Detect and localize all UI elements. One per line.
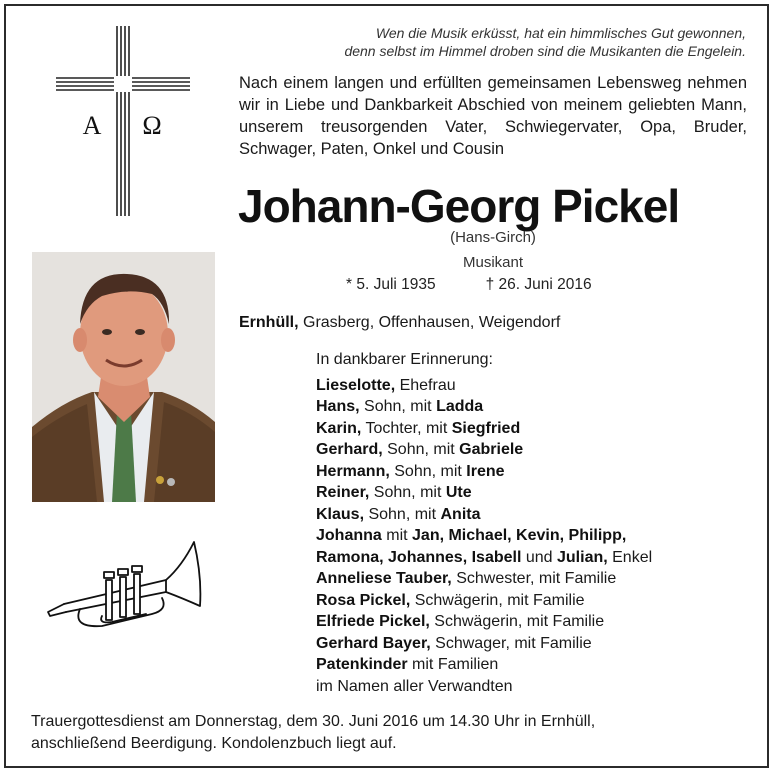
family-row [316, 676, 652, 698]
service-line-1: Trauergottesdienst am Donnerstag, dem 30. Juni 2016 um 14.30 Uhr in Ernhüll, [31, 713, 596, 730]
family-partner: Irene [466, 462, 505, 480]
family-partner: Gabriele [459, 441, 524, 458]
family-row [316, 396, 652, 418]
family-row [316, 504, 652, 526]
location-others: Grasberg, Offenhausen, Weigendorf [298, 314, 561, 331]
family-name: Karin, [316, 419, 362, 437]
family-name: Klaus, [316, 505, 365, 523]
obituary-notice [4, 4, 769, 768]
birth-date: * 5. Juli 1935 [346, 276, 436, 293]
family-row [316, 375, 652, 397]
family-relation: Schwester, mit Familie [451, 570, 617, 587]
family-row [316, 418, 652, 440]
family-name: Gerhard, [316, 441, 383, 458]
family-row [316, 633, 652, 655]
family-row [316, 482, 652, 504]
family-heading: In dankbarer Erinnerung: [316, 351, 493, 368]
portrait-photo [32, 252, 215, 502]
family-name: Reiner, [316, 484, 370, 501]
family-name: Hermann, [316, 462, 390, 480]
family-row [316, 568, 652, 590]
family-relation: Sohn, mit [364, 505, 441, 523]
family-name: Patenkinder [316, 656, 408, 673]
service-info [31, 711, 595, 755]
family-row [316, 547, 652, 569]
portrait-image [32, 252, 215, 502]
family-name: Lieselotte, [316, 376, 396, 394]
family-relation: Sohn, mit [382, 441, 460, 458]
motto-quote [236, 24, 746, 60]
family-name: Rosa Pickel, [316, 591, 411, 609]
family-relation: Ehefrau [395, 376, 456, 394]
trumpet-icon [42, 536, 202, 631]
locations-line [239, 314, 560, 332]
family-name: Gerhard Bayer, [316, 634, 431, 652]
family-name: Elfriede Pickel, [316, 613, 430, 630]
family-relation: Schwager, mit Familie [430, 634, 592, 652]
family-partner: Ute [445, 484, 472, 501]
family-row [316, 461, 652, 483]
family-relation: Tochter, mit [361, 419, 452, 437]
family-name: Hans, [316, 398, 360, 415]
family-list [316, 349, 652, 697]
family-row [316, 611, 652, 633]
deceased-profession: Musikant [462, 254, 524, 271]
family-partner: Jan, Michael, Kevin, Philipp, [412, 527, 627, 544]
family-relation: Sohn, mit [389, 462, 467, 480]
family-relation: Schwägerin, mit Familie [429, 613, 605, 630]
family-relation: Sohn, mit [369, 484, 446, 501]
family-relation: mit Familien [407, 656, 499, 673]
cross-icon [54, 24, 192, 219]
family-relation: mit [381, 527, 413, 544]
deceased-name: Johann-Georg Pickel [238, 180, 680, 232]
family-relation: Sohn, mit [359, 398, 437, 415]
family-row [316, 439, 652, 461]
family-row [316, 654, 652, 676]
death-date: † 26. Juni 2016 [485, 276, 592, 293]
family-partner: Julian, [557, 548, 608, 566]
deceased-nickname: (Hans-Girch) [450, 229, 536, 246]
family-closing: im Namen aller Verwandten [316, 677, 513, 695]
life-dates [346, 276, 646, 294]
family-row [316, 525, 652, 547]
intro-text: Nach einem langen und erfüllten gemeinsamen Lebensweg nehmen wir in Liebe und Dankbarkeit Abschied von meinem geliebten Mann, unserem treusorgenden Vater, Schwiegervater, Opa, Bruder, Schwager, Paten, Onkel und Cousin [239, 74, 747, 158]
location-main: Ernhüll, [239, 314, 299, 331]
family-name: Johanna [316, 527, 382, 544]
family-partner: Siegfried [451, 419, 521, 437]
family-name: Anneliese Tauber, [316, 570, 452, 587]
family-relation: Enkel [607, 548, 653, 566]
family-relation: und [521, 548, 557, 566]
alpha-symbol: Α [82, 111, 102, 140]
family-partner: Ladda [436, 398, 484, 415]
motto-line-1: Wen die Musik erküsst, hat ein himmlisches Gut gewonnen, [375, 25, 746, 41]
family-row [316, 590, 652, 612]
family-relation: Schwägerin, mit Familie [410, 591, 585, 609]
omega-symbol: Ω [142, 111, 162, 140]
motto-line-2: denn selbst im Himmel droben sind die Musikanten die Engelein. [344, 43, 746, 59]
family-partner: Anita [440, 505, 481, 523]
family-name: Ramona, Johannes, Isabell [316, 548, 522, 566]
service-line-2: anschließend Beerdigung. Kondolenzbuch liegt auf. [31, 735, 397, 752]
